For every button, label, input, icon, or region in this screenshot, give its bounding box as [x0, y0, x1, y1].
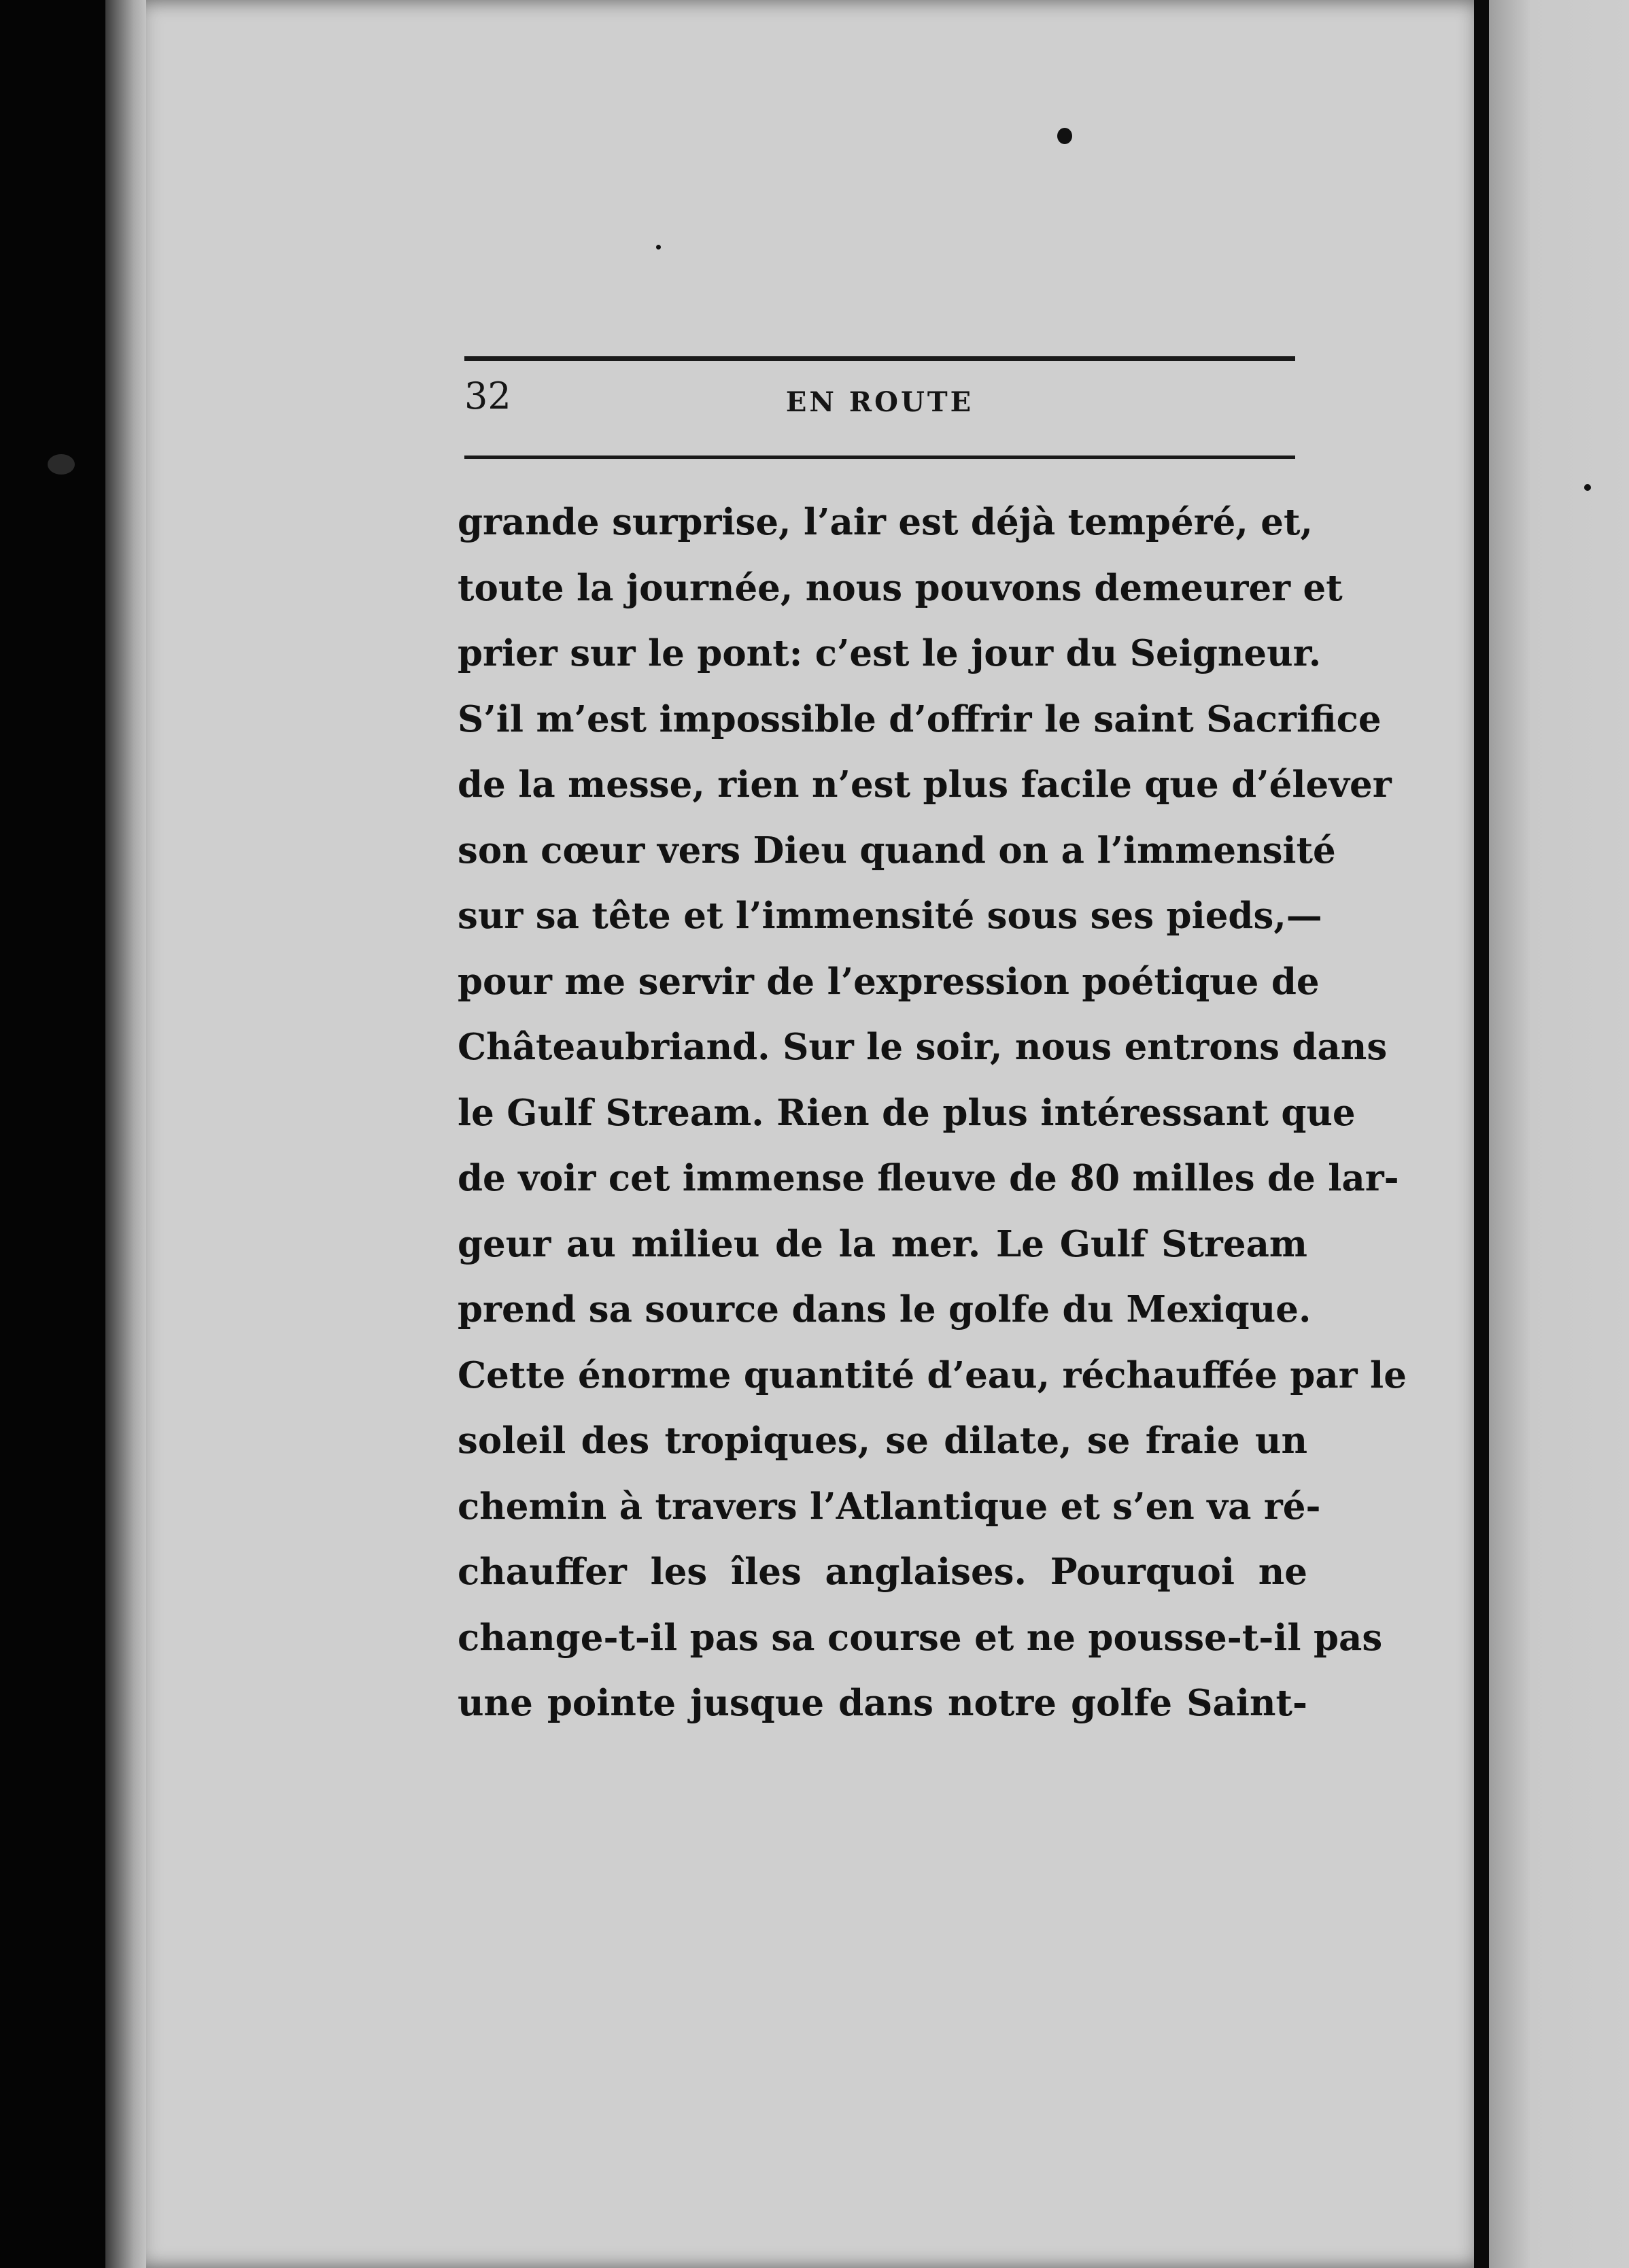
- body-text: [458, 489, 1407, 1736]
- header-rule-bottom: [464, 456, 1295, 459]
- text-line: son cœur vers Dieu quand on a l’immensité: [458, 829, 1336, 872]
- ink-speck: [1057, 128, 1072, 144]
- text-line: le Gulf Stream. Rien de plus intéressant que: [458, 1091, 1356, 1134]
- text-line: S’il m’est impossible d’offrir le saint Sacrifice: [458, 698, 1382, 740]
- running-title: EN ROUTE: [785, 386, 974, 418]
- facing-page-edge: [1489, 0, 1629, 2268]
- page-number: 32: [464, 375, 511, 417]
- page-edge-shadow: [105, 0, 146, 2268]
- text-line: de la messe, rien n’est plus facile que d’élever: [458, 763, 1392, 806]
- text-line: chemin à travers l’Atlantique et s’en va ré-: [458, 1485, 1321, 1528]
- text-line: soleil des tropiques, se dilate, se fraie un: [458, 1420, 1307, 1462]
- text-line: pour me servir de l’expression poétique de: [458, 960, 1320, 1003]
- text-line: sur sa tête et l’immensité sous ses pieds,—: [458, 895, 1322, 937]
- text-line: chauffer les îles anglaises. Pourquoi ne: [458, 1551, 1307, 1593]
- header-rule-top: [464, 356, 1295, 361]
- text-line: une pointe jusque dans notre golfe Saint-: [458, 1682, 1307, 1724]
- text-line: prend sa source dans le golfe du Mexique.: [458, 1288, 1311, 1330]
- text-line: toute la journée, nous pouvons demeurer et: [458, 566, 1343, 609]
- ink-speck: [656, 245, 661, 250]
- text-line: grande surprise, l’air est déjà tempéré, et,: [458, 501, 1313, 543]
- text-line: Châteaubriand. Sur le soir, nous entrons dans: [458, 1026, 1388, 1068]
- text-line: Cette énorme quantité d’eau, réchauffée par le: [458, 1354, 1407, 1396]
- ink-speck: [1584, 484, 1591, 491]
- text-line: change-t-il pas sa course et ne pousse-t-il pas: [458, 1616, 1383, 1659]
- text-line: geur au milieu de la mer. Le Gulf Stream: [458, 1222, 1307, 1265]
- running-header: [464, 373, 1295, 434]
- text-line: de voir cet immense fleuve de 80 milles de lar-: [458, 1157, 1399, 1199]
- ink-speck: [48, 454, 75, 475]
- text-line: prier sur le pont: c’est le jour du Seigneur.: [458, 632, 1322, 674]
